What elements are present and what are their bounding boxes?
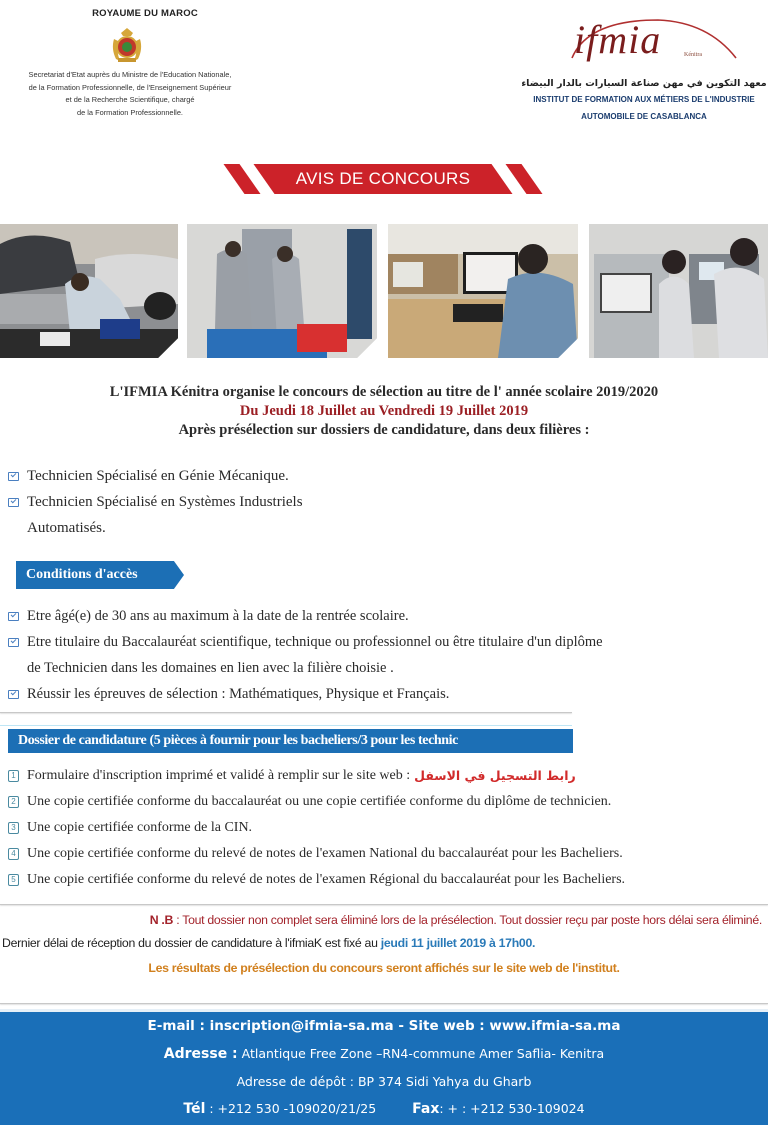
banner-stripe-right <box>505 164 542 194</box>
phone-fax-line: Tél : +212 530 -109020/21/25 Fax: + : +212 530-109024 <box>183 1101 585 1117</box>
section-title: Dossier de candidature (5 pièces à fournir pour les bacheliers/3 pour les technic <box>18 733 458 748</box>
institute-arabic-name: معهد التكوين في مهن صناعة السيارات بالدار البيضاء <box>521 78 767 89</box>
coat-of-arms-icon <box>108 25 146 65</box>
checkbox-icon <box>8 612 19 621</box>
address-line: Adresse : Atlantique Free Zone –RN4-commune Amer Saflia- Kenitra <box>163 1046 605 1062</box>
dossier-header <box>8 729 573 753</box>
divider <box>0 1003 768 1004</box>
contact-footer <box>0 1009 768 1125</box>
checkbox-icon <box>8 690 19 699</box>
checkbox-icon <box>8 638 19 647</box>
list-item: Technicien Spécialisé en Génie Mécanique. <box>8 463 303 489</box>
divider <box>0 904 768 905</box>
number-3-icon: 3 <box>8 822 19 834</box>
checkbox-icon <box>8 498 19 507</box>
institute-header <box>520 10 768 125</box>
list-item: Technicien Spécialisé en Systèmes Industriels <box>8 489 303 515</box>
nb-note: N .B : Tout dossier non complet sera éliminé lors de la présélection. Tout dossier reçu par poste hors délai sera éliminé. <box>149 913 762 927</box>
ifmia-logo: ifmia Kénitra <box>520 10 768 72</box>
checkbox-icon <box>8 472 19 481</box>
results-note: Les résultats de présélection du concours seront affichés sur le site web de l'institut. <box>148 961 620 975</box>
photo-car-engine <box>0 224 178 358</box>
registration-link[interactable]: رابط التسجيل في الاسفل <box>414 768 576 783</box>
intro-line: L'IFMIA Kénitra organise le concours de sélection au titre de l' année scolaire 2019/2020 <box>109 384 659 400</box>
section-title: Conditions d'accès <box>26 567 138 582</box>
ministry-text: Secretariat d'Etat auprès du Ministre de l'Education Nationale, de la Formation Professionnelle, de l'Enseignement Supérieur et de la Recherche Scientifique, chargé de la Formation Professionnelle. <box>28 70 232 117</box>
dossier-list <box>8 763 625 893</box>
photo-cnc-machine <box>589 224 768 358</box>
number-5-icon: 5 <box>8 874 19 886</box>
kingdom-title: ROYAUME DU MAROC <box>92 8 198 19</box>
list-item: 2 Une copie certifiée conforme du baccalauréat ou une copie certifiée conforme du diplôme de technicien. <box>8 789 625 815</box>
ministry-header <box>0 8 260 119</box>
intro-line: Après présélection sur dossiers de candidature, dans deux filières : <box>178 422 590 438</box>
institute-name: INSTITUT DE FORMATION AUX MÉTIERS DE L'INDUSTRIE AUTOMOBILE DE CASABLANCA <box>533 95 755 121</box>
intro-text <box>0 383 768 440</box>
divider <box>0 725 572 726</box>
list-item-continuation: de Technicien dans les domaines en lien avec la filière choisie . <box>27 660 394 676</box>
filieres-list <box>8 463 303 541</box>
avis-banner <box>228 164 538 194</box>
photo-computer-workstation <box>388 224 578 358</box>
divider <box>0 712 572 713</box>
list-item-continuation: Automatisés. <box>27 520 106 536</box>
number-2-icon: 2 <box>8 796 19 808</box>
conditions-list <box>8 603 603 707</box>
list-item: Etre titulaire du Baccalauréat scientifique, technique ou professionnel ou être titulaire d'un diplôme <box>8 629 603 655</box>
list-item: 1 Formulaire d'inscription imprimé et validé à remplir sur le site web : رابط التسجيل في الاسفل <box>8 763 625 789</box>
list-item: 3 Une copie certifiée conforme de la CIN. <box>8 815 625 841</box>
number-1-icon: 1 <box>8 770 19 782</box>
conditions-header <box>16 561 184 589</box>
list-item: Etre âgé(e) de 30 ans au maximum à la date de la rentrée scolaire. <box>8 603 603 629</box>
deadline-date: jeudi 11 juillet 2019 à 17h00. <box>380 936 536 950</box>
list-item: 5 Une copie certifiée conforme du relevé de notes de l'examen Régional du baccalauréat pour les Bacheliers. <box>8 867 625 893</box>
banner-title: AVIS DE CONCOURS <box>295 169 471 188</box>
photo-electrical-cabinet <box>187 224 377 358</box>
list-item: Réussir les épreuves de sélection : Mathématiques, Physique et Français. <box>8 681 603 707</box>
banner-stripe-left <box>223 164 260 194</box>
number-4-icon: 4 <box>8 848 19 860</box>
email-website-line: E-mail : inscription@ifmia-sa.ma - Site web : www.ifmia-sa.ma <box>147 1018 621 1034</box>
deadline-note: Dernier délai de réception du dossier de candidature à l'ifmiaK est fixé au jeudi 11 juillet 2019 à 17h00. <box>2 936 536 950</box>
exam-dates: Du Jeudi 18 Juillet au Vendredi 19 Juillet 2019 <box>239 403 529 419</box>
notes-section <box>0 913 768 975</box>
depot-address-line: Adresse de dépôt : BP 374 Sidi Yahya du Gharb <box>236 1074 532 1089</box>
list-item: 4 Une copie certifiée conforme du relevé de notes de l'examen National du baccalauréat pour les Bacheliers. <box>8 841 625 867</box>
